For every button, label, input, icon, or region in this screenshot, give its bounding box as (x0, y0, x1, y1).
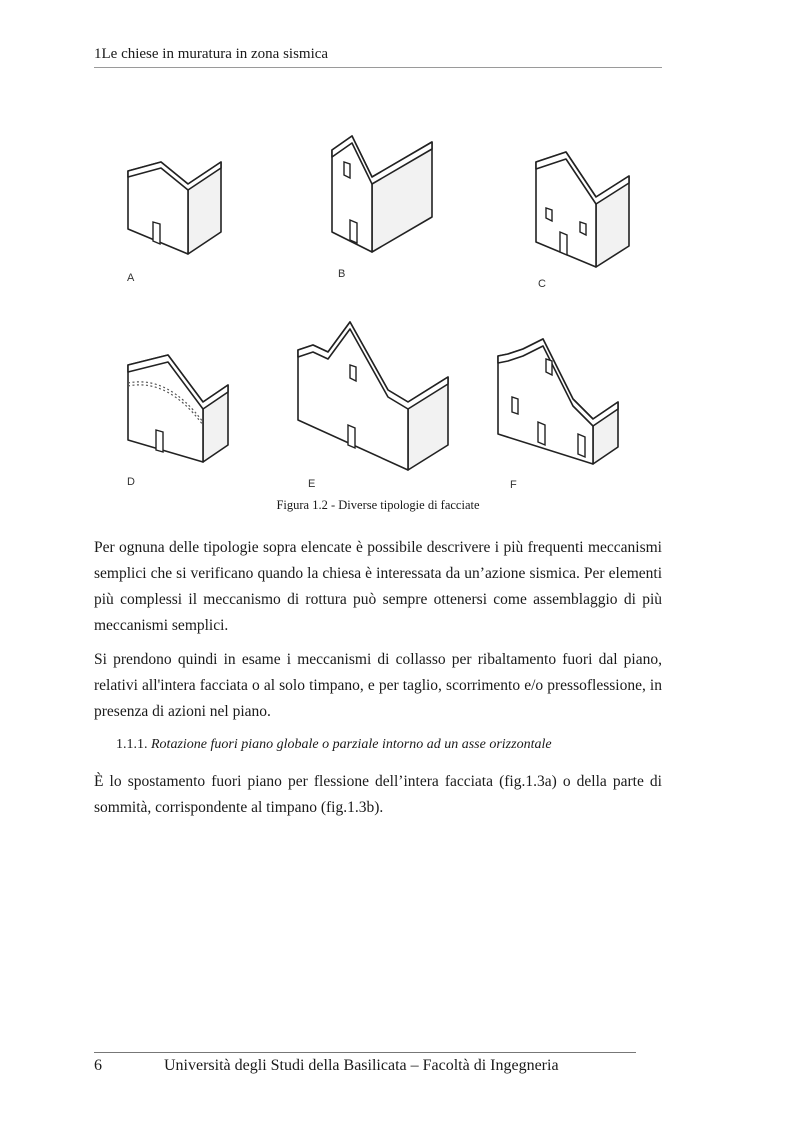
facade-c-label: C (538, 278, 546, 290)
subsection-heading (116, 735, 552, 755)
figure-caption: Figura 1.2 - Diverse tipologie di facciate (276, 498, 480, 512)
facade-f-drawing (498, 324, 648, 474)
facade-b-drawing (332, 122, 447, 267)
subsection-number: 1.1.1. (116, 737, 148, 752)
body-paragraph-1: Per ognuna delle tipologie sopra elencate è possibile descrivere i più frequenti meccanismi semplici che si verificano quando la chiesa è interessata da un’azione sismica. Per elementi più complessi il meccanismo di rottura può sempre ottenersi come assemblaggio di più meccanismi semplici. (94, 539, 662, 634)
facade-a-label: A (127, 272, 135, 284)
facade-typologies-figure (112, 112, 652, 497)
facade-e-drawing (298, 320, 468, 490)
facade-b-label: B (338, 268, 346, 280)
facade-e-label: E (308, 478, 316, 490)
facade-d-label: D (127, 476, 135, 488)
facade-c-drawing (536, 142, 646, 282)
page-number: 6 (94, 1057, 102, 1074)
facade-d-drawing (128, 350, 238, 480)
subsection-title: Rotazione fuori piano globale o parziale intorno ad un asse orizzontale (151, 737, 552, 752)
footer-institution: Università degli Studi della Basilicata – Facoltà di Ingegneria (164, 1057, 559, 1074)
footer-divider (94, 1052, 636, 1053)
body-paragraph-2: Si prendono quindi in esame i meccanismi di collasso per ribaltamento fuori dal piano, relativi all'intera facciata o al solo timpano, e per taglio, scorrimento e/o pressoflessione, in presenza di azioni nel piano. (94, 651, 662, 720)
facade-f-label: F (510, 479, 517, 491)
running-header: 1Le chiese in muratura in zona sismica (94, 44, 662, 68)
body-paragraph-3: È lo spostamento fuori piano per flessione dell’intera facciata (fig.1.3a) o della parte di sommità, corrispondente al timpano (fig.1.3b). (94, 773, 662, 816)
facade-a-drawing (128, 144, 238, 274)
